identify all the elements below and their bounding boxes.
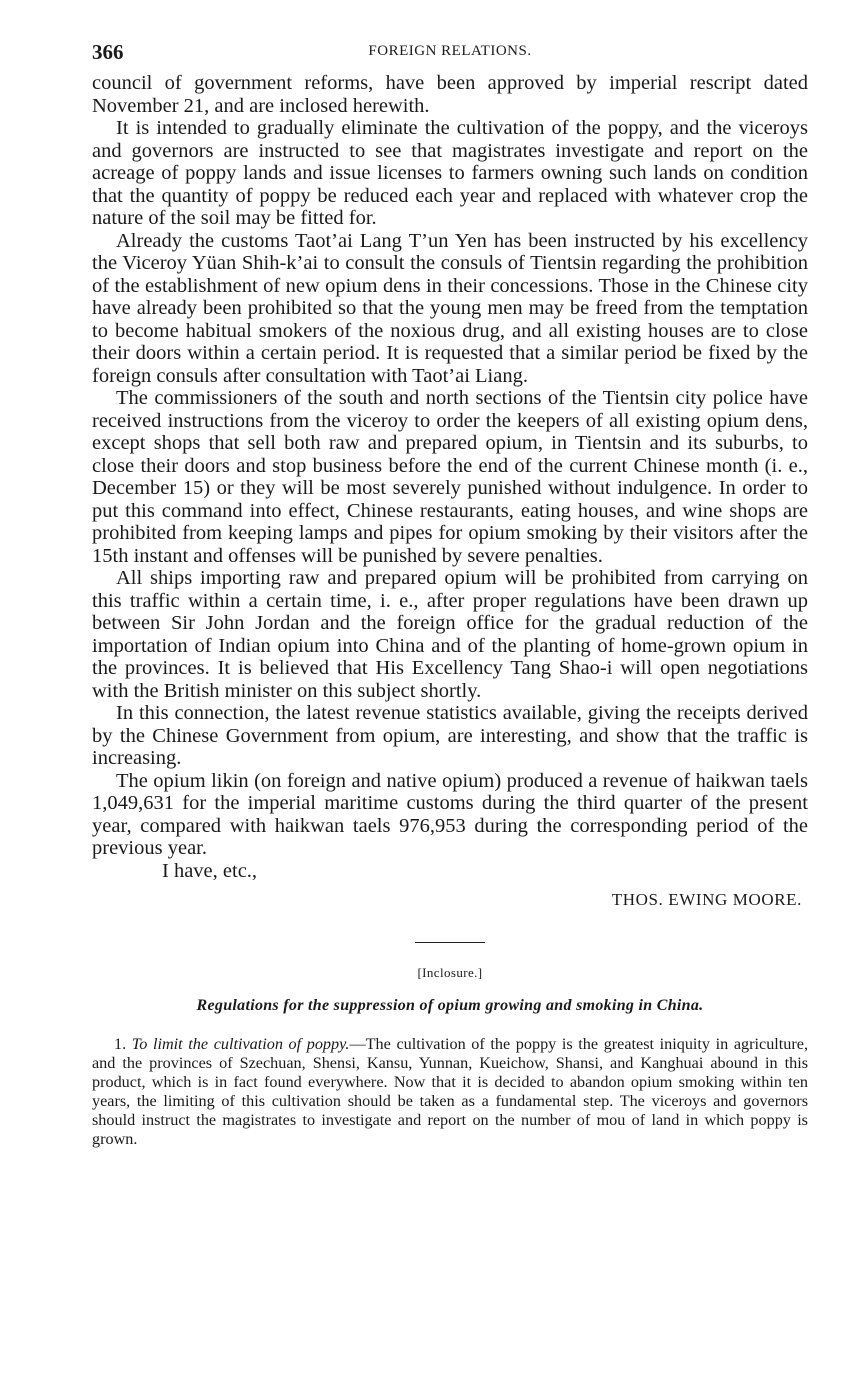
paragraph-opium-ships: All ships importing raw and prepared opium will be prohibited from carrying on this traffic within a certain time, i. e., after proper regulations have been drawn up between Sir John Jordan and the foreign office for the gradual reduction of the importation of Indian opium into China and of the planting of home-grown opium in the provinces. It is believed that His Excellency Tang Shao-i will open negotiations with the British minister on this subject shortly. xyxy=(92,567,808,702)
regulations-title: Regulations for the suppression of opium growing and smoking in China. xyxy=(196,997,704,1014)
closing-line: I have, etc., xyxy=(162,859,258,882)
paragraph-police-commissioners: The commissioners of the south and north sections of the Tientsin city police have received instructions from the viceroy to order the keepers of all existing opium dens, except shops that sell both raw and prepared opium, in Tientsin and its suburbs, to close their doors and stop business before the end of the current Chinese month (i. e., December 15) or they will be most severely punished without indulgence. In order to put this command into effect, Chinese restaurants, eating houses, and wine shops are prohibited from keeping lamps and pipes for opium smoking by their visitors after the 15th instant and offenses will be punished by severe penalties. xyxy=(92,387,808,567)
inclosure-label: [Inclosure.] xyxy=(417,965,483,980)
regulation-text: —The cultivation of the poppy is the greatest iniquity in agriculture, and the provinces of Szechuan, Shensi, Kansu, Yunnan, Kueichow, Shansi, and Kanghuai abound in this product, which is in fact found everywhere. Now that it is decided to abandon opium smoking within ten years, the limiting of this cultivation should be taken as a fundamental step. The viceroys and governors should instruct the magistrates to investigate and report on the number of mou of land in which poppy is grown. xyxy=(92,1035,808,1148)
regulation-number: 1. xyxy=(114,1035,127,1053)
paragraph-customs-taotai: Already the customs Taot’ai Lang T’un Yen has been instructed by his excellency the Viceroy Yüan Shih-k’ai to consult the consuls of Tientsin regarding the prohibition of the establishment of new opium dens in their concessions. Those in the Chinese city have already been prohibited so that the young men may be freed from the temptation to become habitual smokers of the noxious drug, and all existing houses are to close their doors within a certain period. It is requested that a similar period be fixed by the foreign consuls after consultation with Taot’ai Liang. xyxy=(92,229,808,387)
signature: THOS. EWING MOORE. xyxy=(611,890,802,909)
regulation-item-1 xyxy=(92,1035,808,1149)
running-head: FOREIGN RELATIONS. xyxy=(368,43,532,59)
document-page xyxy=(92,36,808,1165)
page-header xyxy=(92,36,808,72)
paragraph-revenue-statistics: In this connection, the latest revenue statistics available, giving the receipts derived by the Chinese Government from opium, are interesting, and show that the traffic is increasing. xyxy=(92,702,808,769)
section-divider xyxy=(415,942,485,943)
paragraph-continued: council of government reforms, have been approved by imperial rescript dated November 21, and are inclosed herewith. xyxy=(92,72,808,117)
paragraph-poppy-cultivation: It is intended to gradually eliminate the cultivation of the poppy, and the viceroys and governors are instructed to see that magistrates investigate and report on the acreage of poppy lands and issue licenses to farmers owning such lands on condition that the quantity of poppy be reduced each year and replaced with whatever crop the nature of the soil may be fitted for. xyxy=(92,117,808,229)
letter-body xyxy=(92,72,808,860)
regulation-heading: To limit the cultivation of poppy. xyxy=(131,1035,350,1053)
paragraph-opium-likin: The opium likin (on foreign and native opium) produced a revenue of haikwan taels 1,049,631 for the imperial maritime customs during the third quarter of the present year, compared with haikwan taels 976,953 during the corresponding period of the previous year. xyxy=(92,769,808,859)
page-number: 366 xyxy=(92,40,124,64)
